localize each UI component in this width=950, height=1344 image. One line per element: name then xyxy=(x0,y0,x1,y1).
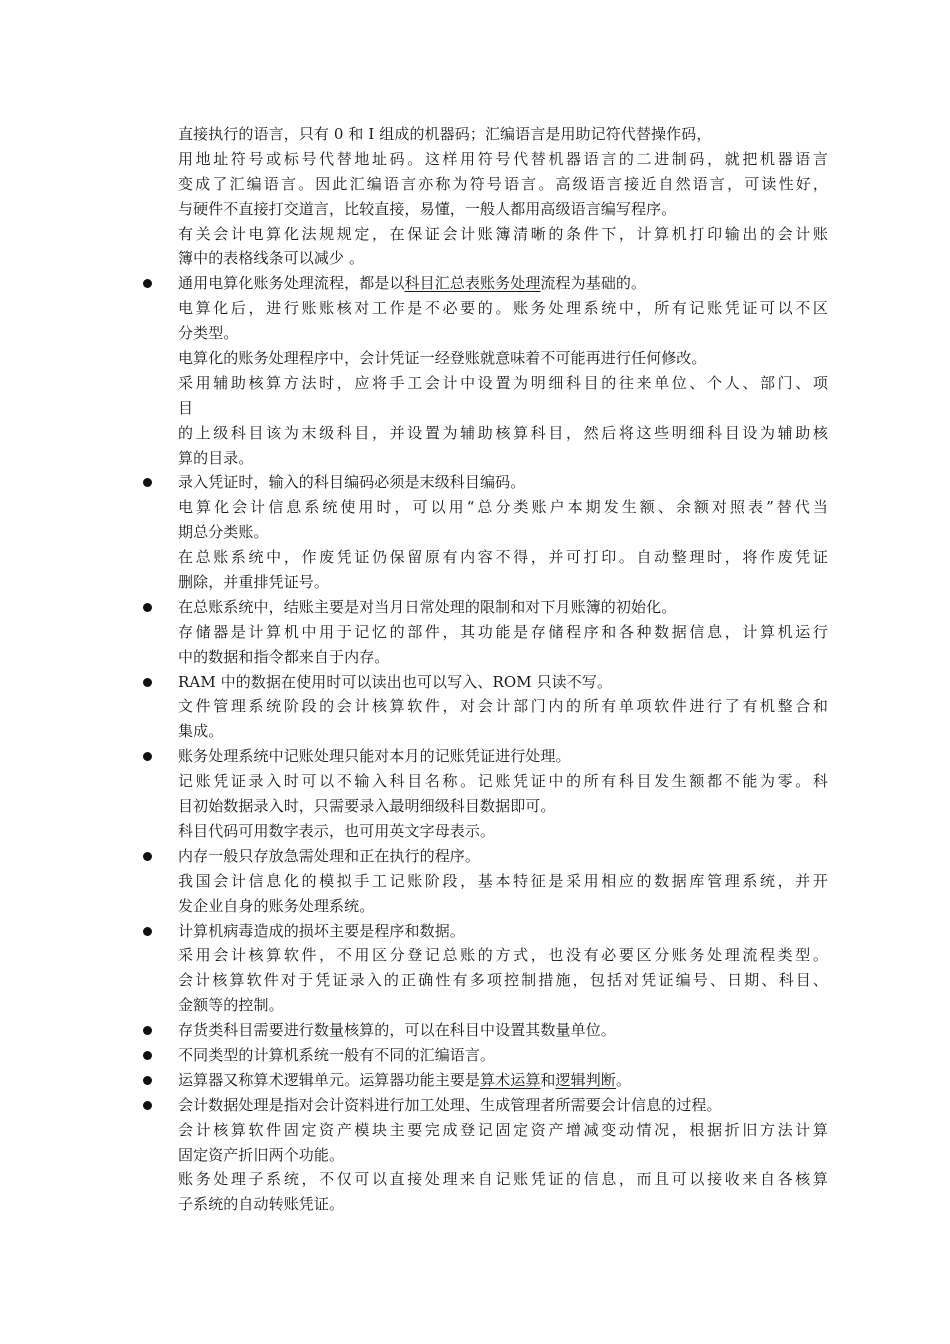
document-body xyxy=(178,122,828,1217)
bullet-icon xyxy=(142,1068,154,1093)
line-text: 子系统的自动转账凭证。 xyxy=(178,1195,345,1214)
line-text: 固定资产折旧两个功能。 xyxy=(178,1145,345,1164)
bullet-icon xyxy=(142,1093,154,1118)
bullet-icon xyxy=(142,595,154,620)
paragraph-line xyxy=(178,346,828,371)
line-text: 会计核算软件对于凭证录入的正确性有多项控制措施，包括对凭证编号、日期、科目、 xyxy=(178,971,828,990)
bullet-list-item xyxy=(178,296,828,321)
bullet-list-item xyxy=(178,421,828,446)
bullet-list-item xyxy=(178,844,828,869)
paragraph-line xyxy=(178,446,828,471)
line-text: 存储器是计算机中用于记忆的部件，其功能是存储程序和各种数据信息，计算机运行 xyxy=(178,622,828,641)
paragraph-line xyxy=(178,371,828,396)
line-text: 期总分类账。 xyxy=(178,523,269,542)
line-text: 目 xyxy=(178,398,194,417)
bullet-list-item xyxy=(178,943,828,968)
bullet-icon xyxy=(142,670,154,695)
paragraph-line xyxy=(178,520,828,545)
text-segment: 流程为基础的。 xyxy=(540,274,647,293)
line-text: 不同类型的计算机系统一般有不同的汇编语言。 xyxy=(178,1045,496,1064)
bullet-list-item xyxy=(178,1018,828,1043)
line-text: 变成了汇编语言。因此汇编语言亦称为符号语言。高级语言接近自然语言，可读性好， xyxy=(178,174,828,193)
line-text: 账务处理子系统，不仅可以直接处理来自记账凭证的信息，而且可以接收来自各核算 xyxy=(178,1170,828,1189)
bullet-icon xyxy=(142,744,154,769)
paragraph-line xyxy=(178,894,828,919)
bullet-list-item xyxy=(178,769,828,794)
underlined-term: 逻辑判断 xyxy=(555,1070,616,1089)
bullet-list-item xyxy=(178,1118,828,1143)
paragraph-line xyxy=(178,1143,828,1168)
line-text: 在总账系统中，结账主要是对当月日常处理的限制和对下月账簿的初始化。 xyxy=(178,597,677,616)
line-text: 簿中的表格线条可以减少 。 xyxy=(178,249,365,268)
bullet-list-item xyxy=(178,470,828,495)
paragraph-line xyxy=(178,321,828,346)
bullet-list-item xyxy=(178,1167,828,1192)
line-text: 删除，并重排凭证号。 xyxy=(178,573,330,592)
bullet-icon xyxy=(142,1043,154,1068)
paragraph-line xyxy=(178,794,828,819)
line-text: 存货类科目需要进行数量核算的，可以在科目中设置其数量单位。 xyxy=(178,1021,616,1040)
underlined-term: 算术运算 xyxy=(480,1070,541,1089)
line-text: 计算机病毒造成的损坏主要是程序和数据。 xyxy=(178,921,465,940)
bullet-list-item xyxy=(178,595,828,620)
line-text: 科目代码可用数字表示，也可用英文字母表示。 xyxy=(178,821,496,840)
line-text: 有关会计电算化法规规定，在保证会计账簿清晰的条件下，计算机打印输出的会计账 xyxy=(178,224,828,243)
line-text: 目初始数据录入时，只需要录入最明细级科目数据即可。 xyxy=(178,797,556,816)
line-text: 电算化会计信息系统使用时，可以用“总分类账户本期发生额、余额对照表”替代当 xyxy=(178,498,828,517)
paragraph-line xyxy=(178,719,828,744)
line-text: 分类型。 xyxy=(178,324,239,343)
paragraph-line xyxy=(178,1192,828,1217)
bullet-list-item xyxy=(178,1093,828,1118)
text-segment: 和 xyxy=(540,1070,556,1089)
text-segment: 通用电算化账务处理流程，都是以 xyxy=(178,274,405,293)
underlined-term: 科目汇总表账务处理 xyxy=(404,274,541,293)
bullet-list-item xyxy=(178,620,828,645)
text-segment: 运算器又称算术逻辑单元。运算器功能主要是 xyxy=(178,1070,481,1089)
line-text: 会计核算软件固定资产模块主要完成登记固定资产增减变动情况，根据折旧方法计算 xyxy=(178,1120,828,1139)
bullet-icon xyxy=(142,919,154,944)
bullet-icon xyxy=(142,844,154,869)
paragraph-line xyxy=(178,819,828,844)
text-segment: 。 xyxy=(615,1070,632,1089)
paragraph-line xyxy=(178,396,828,421)
bullet-list-item xyxy=(178,222,828,247)
paragraph-line xyxy=(178,645,828,670)
bullet-icon xyxy=(142,271,154,296)
line-text: 直接执行的语言，只有 0 和 I 组成的机器码；汇编语言是用助记符代替操作码， xyxy=(178,125,712,143)
bullet-list-item xyxy=(178,1068,828,1093)
paragraph-line xyxy=(178,993,828,1018)
paragraph-line xyxy=(178,570,828,595)
paragraph-line xyxy=(178,246,828,271)
line-text: 录入凭证时，输入的科目编码必须是末级科目编码。 xyxy=(178,473,526,492)
line-text: 的上级科目该为末级科目，并设置为辅助核算科目，然后将这些明细科目设为辅助核 xyxy=(178,423,828,442)
bullet-list-item xyxy=(178,919,828,944)
line-text: 集成。 xyxy=(178,722,224,741)
bullet-list-item xyxy=(178,694,828,719)
bullet-list-item xyxy=(178,670,828,695)
bullet-icon xyxy=(142,1018,154,1043)
bullet-list-item xyxy=(178,271,828,296)
line-text: 会计数据处理是指对会计资料进行加工处理、生成管理者所需要会计信息的过程。 xyxy=(178,1095,722,1114)
line-text: 中的数据和指令都来自于内存。 xyxy=(178,647,390,666)
line-text: 在总账系统中，作废凭证仍保留原有内容不得，并可打印。自动整理时，将作废凭证 xyxy=(178,548,828,567)
line-text: 电算化的账务处理程序中，会计凭证一经登账就意味着不可能再进行任何修改。 xyxy=(178,349,707,368)
bullet-list-item xyxy=(178,869,828,894)
line-text: 我国会计信息化的模拟手工记账阶段，基本特征是采用相应的数据库管理系统，并开 xyxy=(178,871,828,890)
paragraph-line xyxy=(178,197,828,222)
line-text: 记账凭证录入时可以不输入科目名称。记账凭证中的所有科目发生额都不能为零。科 xyxy=(178,772,828,791)
line-text: 文件管理系统阶段的会计核算软件，对会计部门内的所有单项软件进行了有机整合和 xyxy=(178,697,828,716)
line-text: 采用辅助核算方法时，应将手工会计中设置为明细科目的往来单位、个人、部门、项 xyxy=(178,373,828,392)
bullet-list-item xyxy=(178,495,828,520)
line-text: 用地址符号或标号代替地址码。这样用符号代替机器语言的二进制码，就把机器语言 xyxy=(178,149,828,168)
line-text: 发企业自身的账务处理系统。 xyxy=(178,896,375,915)
line-text: RAM 中的数据在使用时可以读出也可以写入、ROM 只读不写。 xyxy=(178,672,613,691)
line-text: 账务处理系统中记账处理只能对本月的记账凭证进行处理。 xyxy=(178,747,571,766)
bullet-list-item xyxy=(178,744,828,769)
line-text: 内存一般只存放急需处理和正在执行的程序。 xyxy=(178,846,481,865)
bullet-list-item xyxy=(178,545,828,570)
paragraph-line xyxy=(178,172,828,197)
line-text: 与硬件不直接打交道言，比较直接，易懂，一般人都用高级语言编写程序。 xyxy=(178,199,677,218)
bullet-list-item xyxy=(178,968,828,993)
line-text: 算的目录。 xyxy=(178,448,254,467)
line-text: 电算化后，进行账账核对工作是不必要的。账务处理系统中，所有记账凭证可以不区 xyxy=(178,299,828,318)
line-text: 金额等的控制。 xyxy=(178,996,284,1015)
bullet-icon xyxy=(142,470,154,495)
paragraph-line xyxy=(178,122,828,147)
paragraph-line xyxy=(178,147,828,172)
line-text: 采用会计核算软件，不用区分登记总账的方式，也没有必要区分账务处理流程类型。 xyxy=(178,946,828,965)
bullet-list-item xyxy=(178,1043,828,1068)
